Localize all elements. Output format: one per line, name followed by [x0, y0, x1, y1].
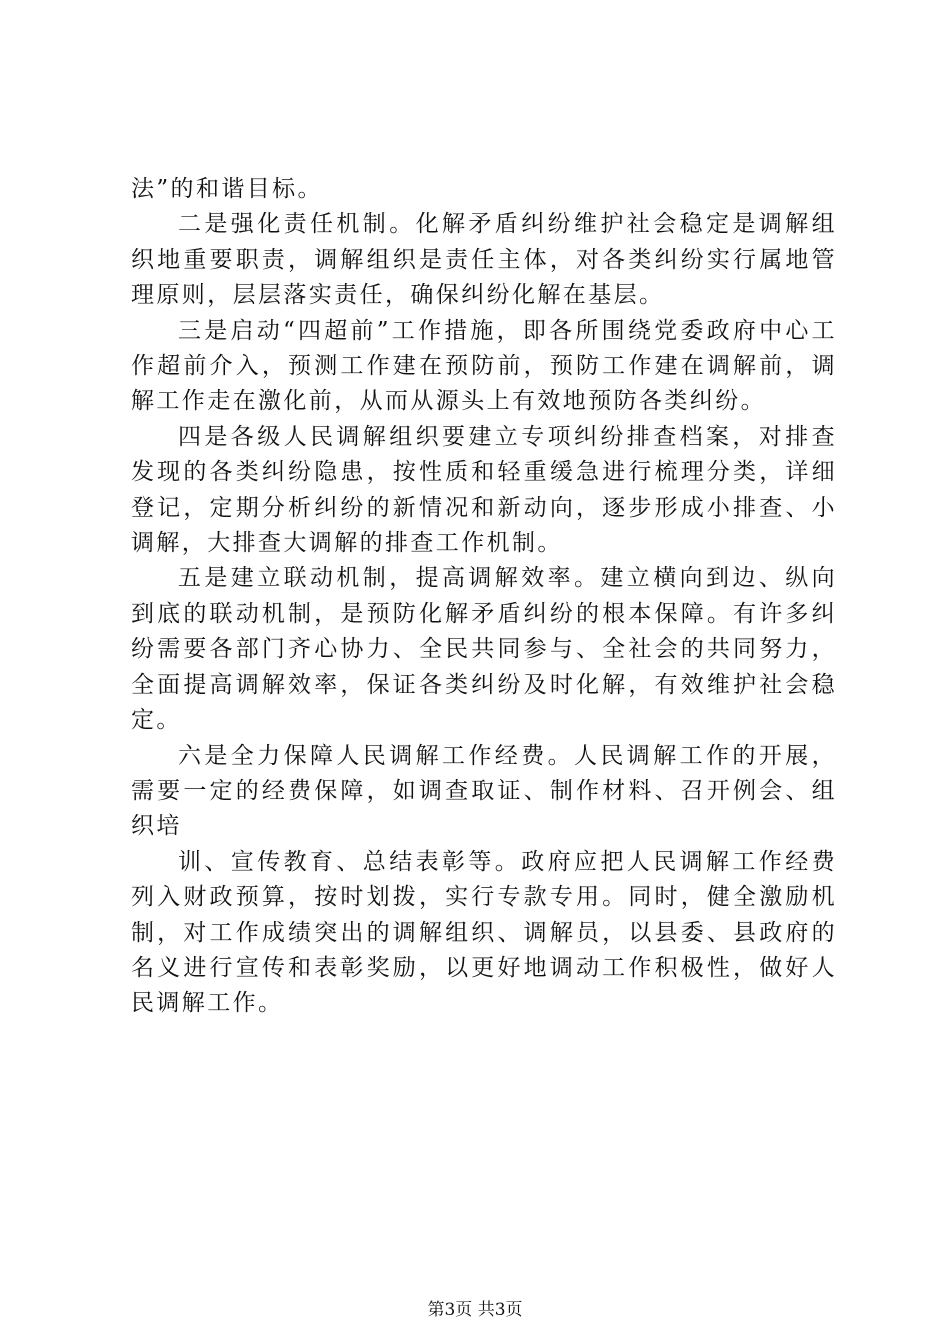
- paragraph-linkage-mechanism: 五是建立联动机制，提高调解效率。建立横向到边、纵向到底的联动机制，是预防化解矛盾纠纷的根本保障。有许多纠纷需要各部门齐心协力、全民共同参与、全社会的共同努力，全面提高调解效率，保证各类纠纷及时化解，有效维护社会稳定。: [131, 565, 837, 734]
- paragraph-funding-guarantee: 六是全力保障人民调解工作经费。人民调解工作的开展，需要一定的经费保障，如调查取证、制作材料、召开例会、组织培: [131, 742, 837, 840]
- page-footer: [0, 1300, 950, 1320]
- paragraph-funding-guarantee-continued: 训、宣传教育、总结表彰等。政府应把人民调解工作经费列入财政预算，按时划拨，实行专款专用。同时，健全激励机制，对工作成绩突出的调解组织、调解员，以县委、县政府的名义进行宣传和表彰奖励，以更好地调动工作积极性，做好人民调解工作。: [131, 848, 837, 1017]
- paragraph-four-advance-measures: 三是启动“四超前”工作措施，即各所围绕党委政府中心工作超前介入，预测工作建在预防前，预防工作建在调解前，调解工作走在激化前，从而从源头上有效地预防各类纠纷。: [131, 317, 837, 415]
- page-number: 第3页 共3页: [427, 1300, 523, 1320]
- paragraph-continuation: 法”的和谐目标。: [131, 176, 323, 202]
- paragraph-responsibility-mechanism: 二是强化责任机制。化解矛盾纠纷维护社会稳定是调解组织地重要职责，调解组织是责任主体，对各类纠纷实行属地管理原则，层层落实责任，确保纠纷化解在基层。: [131, 211, 837, 309]
- document-body: [131, 172, 837, 1022]
- paragraph-dispute-investigation-archive: 四是各级人民调解组织要建立专项纠纷排查档案，对排查发现的各类纠纷隐患，按性质和轻重缓急进行梳理分类，详细登记，定期分析纠纷的新情况和新动向，逐步形成小排查、小调解，大排查大调解的排查工作机制。: [131, 423, 837, 557]
